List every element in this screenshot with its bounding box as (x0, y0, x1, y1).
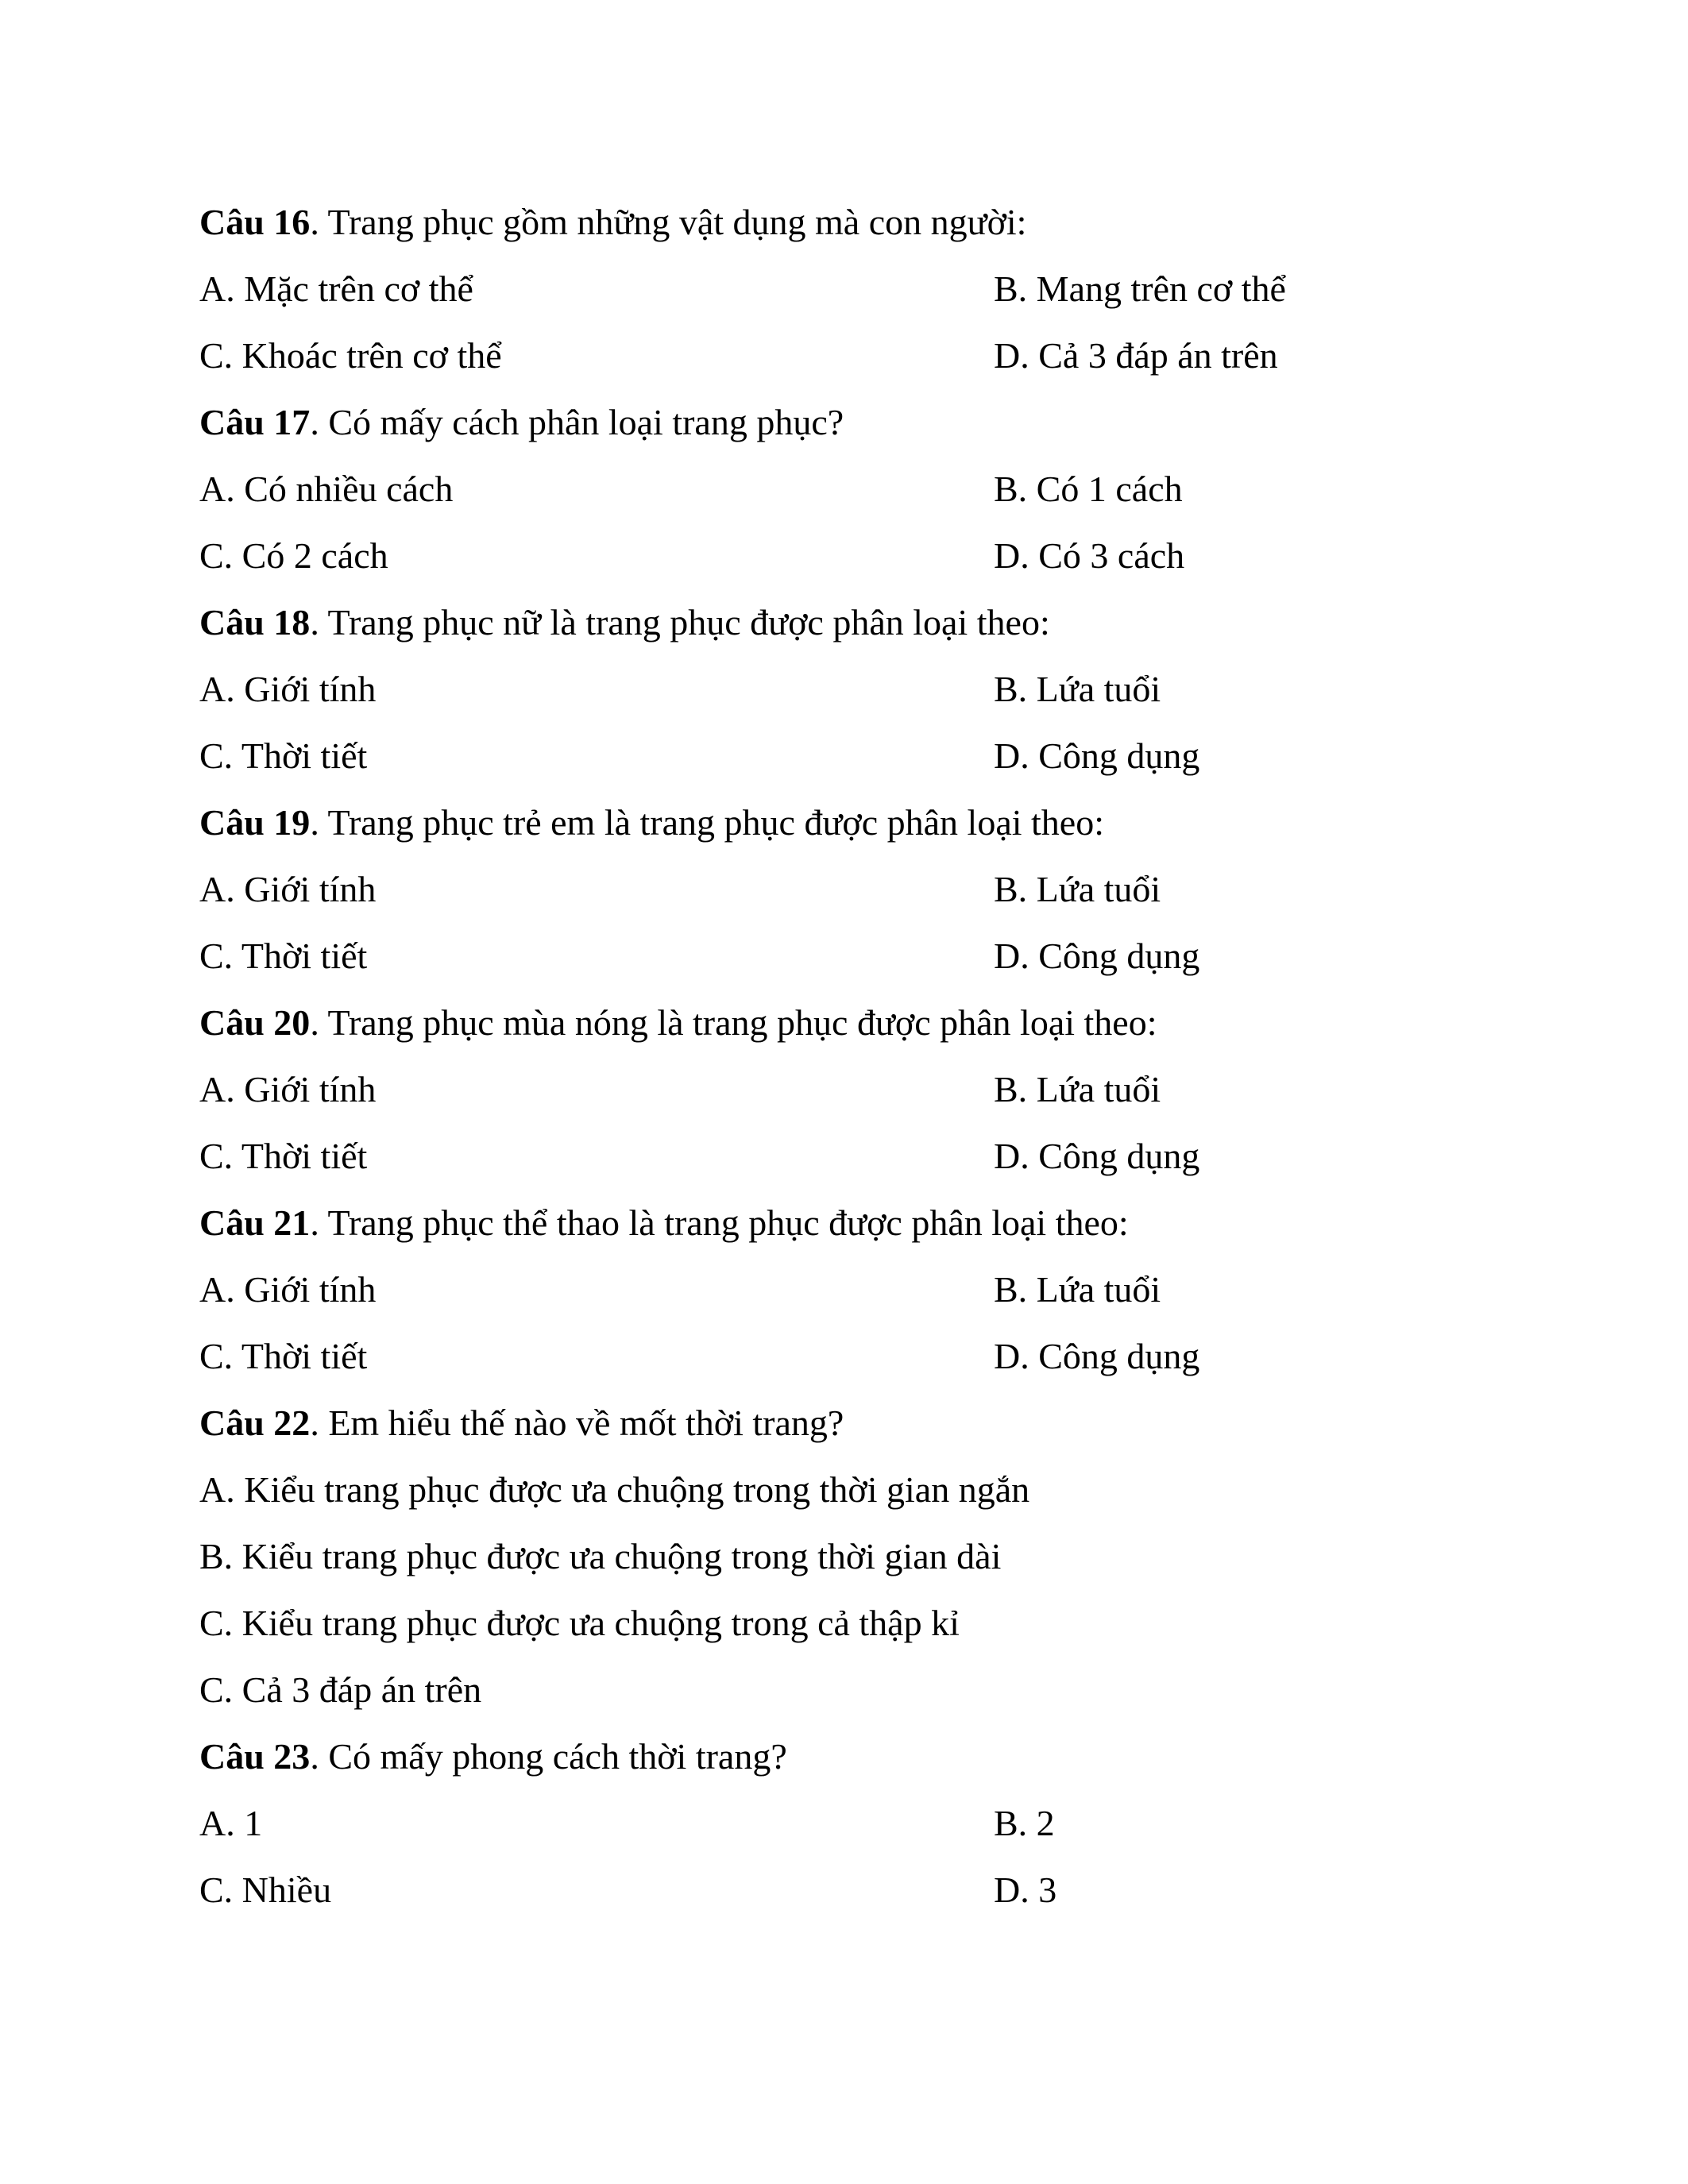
question-18-options-row-2 (199, 732, 1486, 799)
question-16-option-a: A. Mặc trên cơ thể (199, 268, 473, 309)
question-21 (199, 1199, 1486, 1266)
question-19-options-row-1 (199, 866, 1486, 932)
question-16-option-d: D. Cả 3 đáp án trên (994, 335, 1278, 376)
question-19-options-row-2 (199, 932, 1486, 999)
question-22-option-c: C. Kiểu trang phục được ưa chuộng trong cả thập kỉ (199, 1603, 960, 1643)
question-23 (199, 1733, 1486, 1800)
question-20-options-row-2 (199, 1133, 1486, 1199)
question-23-options-row-2 (199, 1866, 1486, 1933)
question-20-label: Câu 20 (199, 1002, 311, 1043)
question-21-option-a: A. Giới tính (199, 1269, 377, 1310)
question-23-option-d: D. 3 (994, 1870, 1057, 1910)
question-18-option-d: D. Công dụng (994, 735, 1200, 776)
question-21-option-c: C. Thời tiết (199, 1336, 368, 1376)
question-22 (199, 1399, 1486, 1466)
question-19-option-d: D. Công dụng (994, 936, 1200, 976)
question-22-label: Câu 22 (199, 1403, 311, 1443)
question-20 (199, 999, 1486, 1066)
question-18 (199, 599, 1486, 666)
question-16-text: . Trang phục gồm những vật dụng mà con người: (310, 202, 1027, 242)
question-20-text: . Trang phục mùa nóng là trang phục được phân loại theo: (310, 1002, 1157, 1043)
question-21-option-b: B. Lứa tuổi (994, 1269, 1161, 1310)
question-19-option-c: C. Thời tiết (199, 936, 368, 976)
question-22-option-d: C. Cả 3 đáp án trên (199, 1669, 482, 1710)
question-22-option-a: A. Kiểu trang phục được ưa chuộng trong thời gian ngắn (199, 1469, 1030, 1510)
question-list (199, 199, 1486, 1933)
question-21-text: . Trang phục thể thao là trang phục được phân loại theo: (310, 1202, 1129, 1243)
question-18-label: Câu 18 (199, 602, 311, 642)
question-22-text: . Em hiểu thế nào về mốt thời trang? (310, 1403, 844, 1443)
question-17 (199, 399, 1486, 465)
question-22-option-b: B. Kiểu trang phục được ưa chuộng trong thời gian dài (199, 1536, 1002, 1576)
question-23-option-b: B. 2 (994, 1803, 1055, 1843)
question-18-option-a: A. Giới tính (199, 669, 377, 709)
question-23-text: . Có mấy phong cách thời trang? (310, 1736, 787, 1777)
question-20-option-b: B. Lứa tuổi (994, 1069, 1161, 1109)
question-18-option-b: B. Lứa tuổi (994, 669, 1161, 709)
question-19-option-b: B. Lứa tuổi (994, 869, 1161, 909)
question-16-options-row-2 (199, 332, 1486, 399)
question-20-option-a: A. Giới tính (199, 1069, 377, 1109)
question-16-options-row-1 (199, 265, 1486, 332)
question-17-option-c: C. Có 2 cách (199, 535, 388, 576)
question-17-text: . Có mấy cách phân loại trang phục? (310, 402, 844, 442)
question-17-option-d: D. Có 3 cách (994, 535, 1185, 576)
question-20-option-d: D. Công dụng (994, 1136, 1200, 1176)
question-23-label: Câu 23 (199, 1736, 311, 1777)
question-17-option-a: A. Có nhiều cách (199, 469, 454, 509)
question-19-text: . Trang phục trẻ em là trang phục được phân loại theo: (310, 802, 1105, 843)
question-18-option-c: C. Thời tiết (199, 735, 368, 776)
question-23-option-a: A. 1 (199, 1803, 263, 1843)
question-21-option-d: D. Công dụng (994, 1336, 1200, 1376)
question-17-options-row-2 (199, 532, 1486, 599)
question-21-options-row-1 (199, 1266, 1486, 1333)
question-19-label: Câu 19 (199, 802, 311, 843)
question-23-options-row-1 (199, 1800, 1486, 1866)
question-17-option-b: B. Có 1 cách (994, 469, 1183, 509)
question-16-label: Câu 16 (199, 202, 311, 242)
question-21-options-row-2 (199, 1333, 1486, 1399)
question-17-label: Câu 17 (199, 402, 311, 442)
question-17-options-row-1 (199, 465, 1486, 532)
question-16-option-c: C. Khoác trên cơ thể (199, 335, 502, 376)
question-23-option-c: C. Nhiều (199, 1870, 332, 1910)
question-18-text: . Trang phục nữ là trang phục được phân loại theo: (310, 602, 1050, 642)
question-18-options-row-1 (199, 666, 1486, 732)
question-21-label: Câu 21 (199, 1202, 311, 1243)
question-16-option-b: B. Mang trên cơ thể (994, 268, 1286, 309)
question-19 (199, 799, 1486, 866)
question-16 (199, 199, 1486, 265)
question-20-option-c: C. Thời tiết (199, 1136, 368, 1176)
question-19-option-a: A. Giới tính (199, 869, 377, 909)
question-20-options-row-1 (199, 1066, 1486, 1133)
